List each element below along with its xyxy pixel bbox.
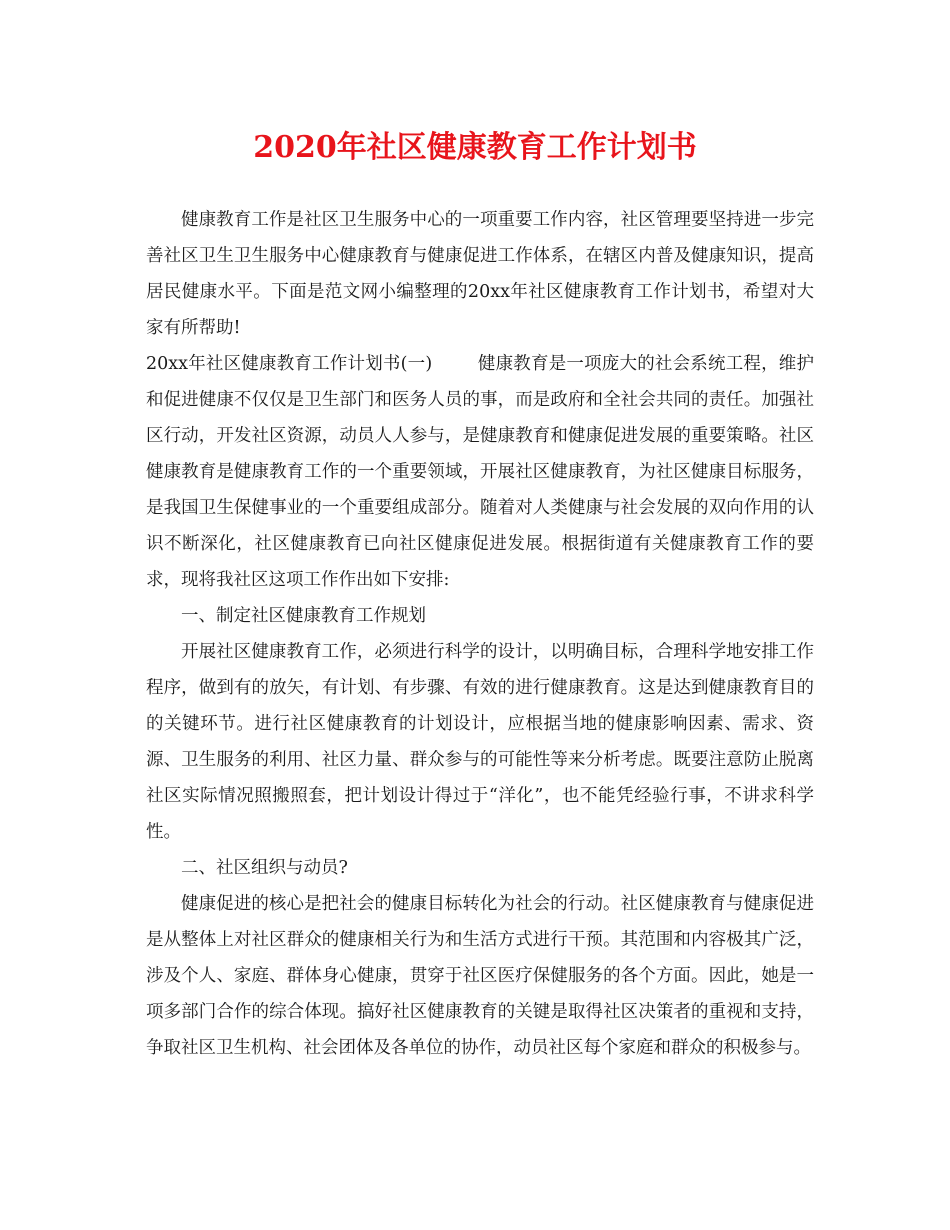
section-heading-2: 二、社区组织与动员? xyxy=(181,858,348,878)
paragraph-3: 健康促进的核心是把社会的健康目标转化为社会的行动。社区健康教育与健康促进是从整体上对社区群众的健康相关行为和生活方式进行干预。其范围和内容极其广泛，涉及个人、家庭、群体身心健康，贯穿于社区医疗保健服务的各个方面。因此，她是一项多部门合作的综合体现。搞好社区健康教育的关键是取得社区决策者的重视和支持，争取社区卫生机构、社会团体及各单位的协作，动员社区每个家庭和群众的积极参与。 xyxy=(146,894,814,1058)
intro-paragraph: 健康教育工作是社区卫生服务中心的一项重要工作内容，社区管理要坚持进一步完善社区卫生卫生服务中心健康教育与健康促进工作体系，在辖区内普及健康知识，提高居民健康水平。下面是范文网小编整理的20xx年社区健康教育工作计划书，希望对大家有所帮助! xyxy=(146,210,814,338)
document-body xyxy=(146,202,814,1066)
plan-subtitle: 20xx年社区健康教育工作计划书(一) xyxy=(146,354,433,374)
section-heading-1: 一、制定社区健康教育工作规划 xyxy=(181,606,426,626)
plan-paragraph-1 xyxy=(146,346,814,598)
paragraph-1-text: 健康教育是一项庞大的社会系统工程，维护和促进健康不仅仅是卫生部门和医务人员的事，而是政府和全社会共同的责任。加强社区行动，开发社区资源，动员人人参与，是健康教育和健康促进发展的重要策略。社区健康教育是健康教育工作的一个重要领域，开展社区健康教育，为社区健康目标服务，是我国卫生保健事业的一个重要组成部分。随着对人类健康与社会发展的双向作用的认识不断深化，社区健康教育已向社区健康促进发展。根据街道有关健康教育工作的要求，现将我社区这项工作作出如下安排: xyxy=(146,354,815,590)
document-title: 2020年社区健康教育工作计划书 xyxy=(253,130,697,165)
paragraph-2: 开展社区健康教育工作，必须进行科学的设计，以明确目标，合理科学地安排工作程序，做到有的放矢，有计划、有步骤、有效的进行健康教育。这是达到健康教育目的的关键环节。进行社区健康教育的计划设计，应根据当地的健康影响因素、需求、资源、卫生服务的利用、社区力量、群众参与的可能性等来分析考虑。既要注意防止脱离社区实际情况照搬照套，把计划设计得过于“洋化”，也不能凭经验行事，不讲求科学性。 xyxy=(146,642,814,842)
